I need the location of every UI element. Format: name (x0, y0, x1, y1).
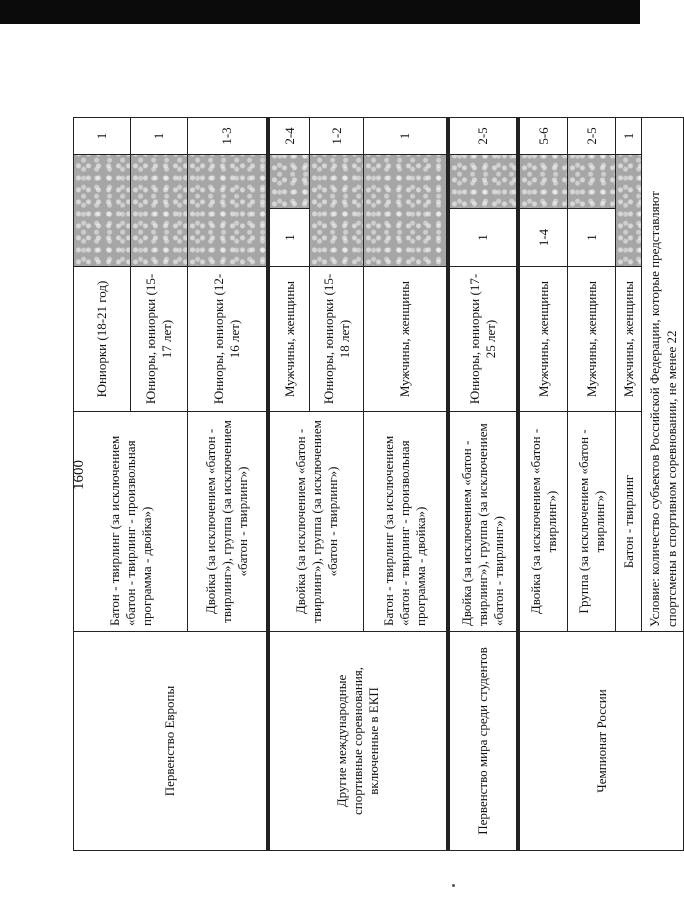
places-cell: 2-5 (568, 118, 616, 155)
discipline-cell: Двойка (за исключением «батон - твирлинг»), группа (за исключением «батон - твирлинг») (188, 412, 268, 632)
group-cell: Юниоры, юниорки (12-16 лет) (188, 267, 268, 412)
places-cell: 2-4 (270, 118, 310, 155)
competition-name: Первенство мира среди студентов (450, 632, 518, 851)
table-row (520, 118, 568, 851)
pairs-cell: 1-4 (520, 209, 568, 267)
group-cell: Юниорки (18-21 год) (74, 267, 131, 412)
places-cell: 2-5 (450, 118, 518, 155)
competition-name: Другие международные спортивные соревнования, включенные в ЕКП (270, 632, 448, 851)
scan-top-band (0, 0, 640, 24)
group-cell: Юниоры, юниорки (17-25 лет) (450, 267, 518, 412)
pairs-cell: 1 (450, 209, 518, 267)
discipline-cell: Двойка (за исключением «батон - твирлинг»), группа (за исключением «батон - твирлинг») (450, 412, 518, 632)
shaded-cell (74, 155, 131, 267)
competition-name: Первенство Европы (74, 632, 268, 851)
discipline-cell: Двойка (за исключением «батон - твирлинг»), группа (за исключением «батон - твирлинг») (270, 412, 364, 632)
shaded-cell (270, 155, 310, 209)
scan-speck (452, 884, 455, 887)
pairs-cell: 1 (270, 209, 310, 267)
group-cell: Юниоры, юниорки (15-17 лет) (131, 267, 188, 412)
places-cell: 1 (74, 118, 131, 155)
discipline-cell: Двойка (за исключением «батон - твирлинг») (520, 412, 568, 632)
discipline-cell: Батон - твирлинг (616, 412, 642, 632)
places-cell: 1-2 (310, 118, 364, 155)
rotated-page-content (73, 118, 679, 851)
group-cell: Юниоры, юниорки (15-18 лет) (310, 267, 364, 412)
table-row (450, 118, 518, 851)
competition-name: Чемпионат России (520, 632, 684, 851)
table-row (74, 118, 131, 851)
requirements-table (73, 117, 684, 851)
shaded-cell (450, 155, 518, 209)
table-row (270, 118, 310, 851)
places-cell: 1 (131, 118, 188, 155)
places-cell: 5-6 (520, 118, 568, 155)
page-number: 1600 (71, 460, 87, 490)
shaded-cell (310, 155, 364, 267)
shaded-cell (131, 155, 188, 267)
discipline-cell: Батон - твирлинг (за исключением «батон - твирлинг - произвольная программа - двойка») (74, 412, 188, 632)
group-cell: Мужчины, женщины (520, 267, 568, 412)
condition-note: Условие: количество субъектов Российской Федерации, которые представляют спортсмены в спортивном соревновании, не менее 22 (642, 118, 684, 632)
group-cell: Мужчины, женщины (364, 267, 448, 412)
places-cell: 1 (364, 118, 448, 155)
shaded-cell (616, 155, 642, 267)
places-cell: 1 (616, 118, 642, 155)
shaded-cell (568, 155, 616, 209)
group-cell: Мужчины, женщины (616, 267, 642, 412)
shaded-cell (520, 155, 568, 209)
places-cell: 1-3 (188, 118, 268, 155)
group-cell: Мужчины, женщины (568, 267, 616, 412)
discipline-cell: Группа (за исключением «батон - твирлинг») (568, 412, 616, 632)
pairs-cell: 1 (568, 209, 616, 267)
shaded-cell (364, 155, 448, 267)
discipline-cell: Батон - твирлинг (за исключением «батон - твирлинг - произвольная программа - двойка») (364, 412, 448, 632)
group-cell: Мужчины, женщины (270, 267, 310, 412)
shaded-cell (188, 155, 268, 267)
